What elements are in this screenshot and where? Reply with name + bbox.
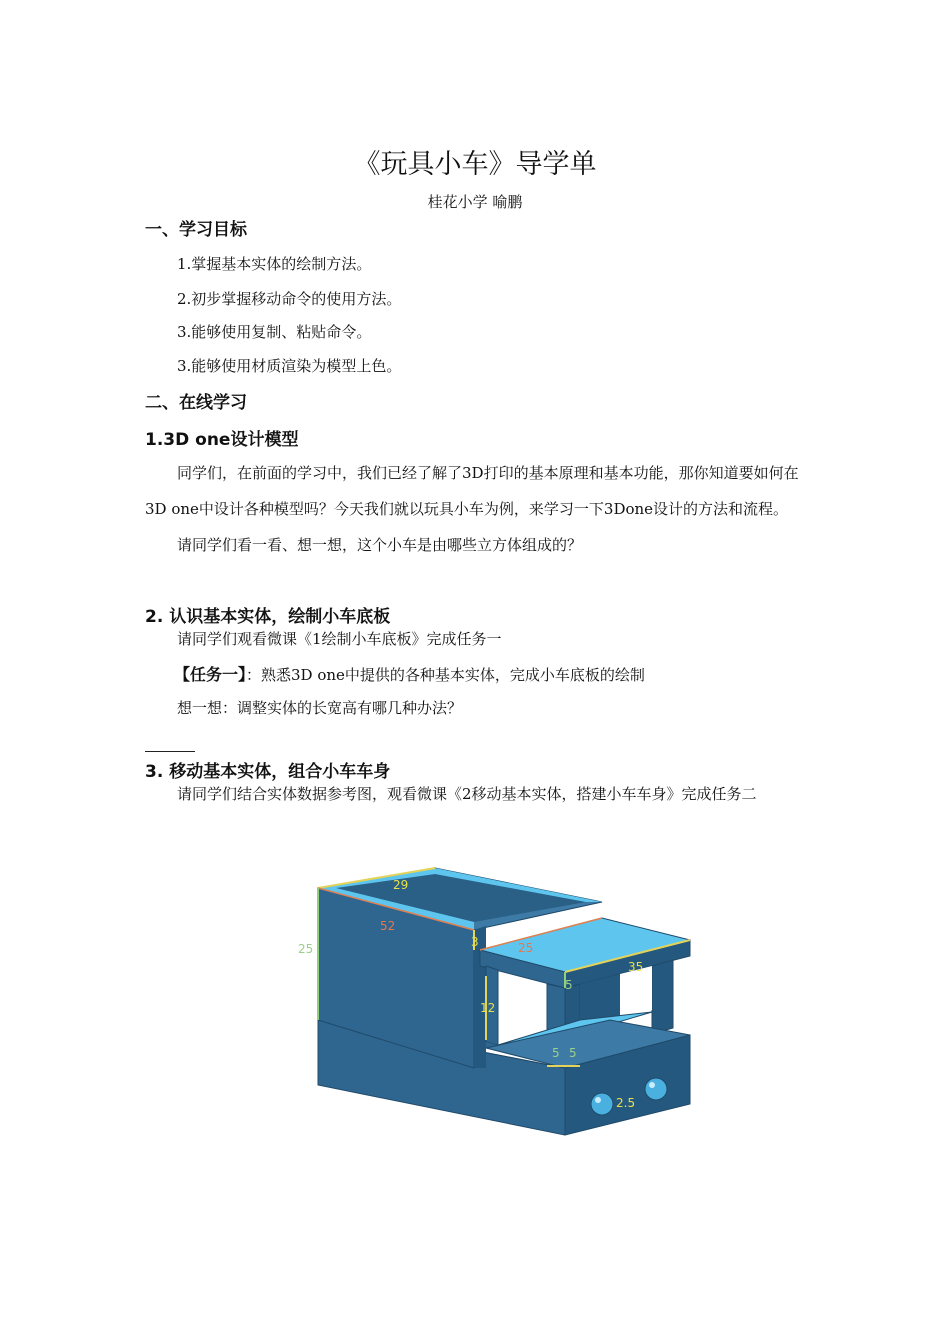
task2-text: 请同学们结合实体数据参考图，观看微课《2移动基本实体，搭建小车车身》完成任务二 xyxy=(177,785,757,803)
dim-label-3: 3 xyxy=(471,935,479,949)
think-question: 想一想：调整实体的长宽高有哪几种办法？ xyxy=(177,699,463,717)
dim-label-2-5: 2.5 xyxy=(616,1096,636,1110)
wheel-right xyxy=(645,1078,667,1100)
dim-label-12: 12 xyxy=(480,1001,496,1015)
document-title: 《玩具小车》导学单 xyxy=(353,149,597,180)
question-text: 请同学们看一看、想一想，这个小车是由哪些立方体组成的？ xyxy=(177,536,583,554)
objective-item: 3.能够使用材质渲染为模型上色。 xyxy=(177,357,402,375)
intro-text: 同学们，在前面的学习中，我们已经了解了3D打印的基本原理和基本功能，那你知道要如何在3D one中设计各种模型吗？今天我们就以玩具小车为例，来学习一下3Done设计的方法和流程。 xyxy=(145,464,799,518)
wheel-left-shine xyxy=(595,1097,601,1103)
objective-item: 1.掌握基本实体的绘制方法。 xyxy=(177,255,372,273)
subsection-heading-3d-one: 1.3D one设计模型 xyxy=(145,430,299,450)
objective-item: 3.能够使用复制、粘贴命令。 xyxy=(177,323,372,341)
wheel-left xyxy=(591,1093,613,1115)
section-heading-online: 二、在线学习 xyxy=(145,393,247,413)
section-heading-objectives: 一、学习目标 xyxy=(145,220,247,240)
pillar-back-right xyxy=(652,960,673,1034)
task1-instruction: 请同学们观看微课《1绘制小车底板》完成任务一 xyxy=(177,630,502,648)
task1-label: 【任务一】 xyxy=(174,665,247,684)
answer-blank xyxy=(145,739,195,752)
wheel-right-shine xyxy=(649,1082,655,1088)
intro-paragraph xyxy=(145,455,807,563)
dim-label-25-left: 25 xyxy=(298,942,314,956)
subsection-heading-body: 3. 移动基本实体，组合小车车身 xyxy=(145,762,391,782)
dim-label-35: 35 xyxy=(628,960,644,974)
dim-label-5-a: 5 xyxy=(552,1046,560,1060)
dim-label-25-top: 25 xyxy=(518,941,534,955)
dim-label-29: 29 xyxy=(393,878,409,892)
task2-paragraph xyxy=(145,776,807,812)
dim-label-52: 52 xyxy=(380,919,396,933)
dim-label-5-b: 5 xyxy=(569,1046,577,1060)
toy-car-model-figure xyxy=(290,860,710,1150)
subsection-heading-base: 2. 认识基本实体，绘制小车底板 xyxy=(145,607,391,627)
task1-line xyxy=(174,662,645,685)
objective-item: 2.初步掌握移动命令的使用方法。 xyxy=(177,290,402,308)
task1-text: ：熟悉3D one中提供的各种基本实体，完成小车底板的绘制 xyxy=(246,666,645,684)
author-line: 桂花小学 喻鹏 xyxy=(427,193,523,211)
dim-label-5-right: 5 xyxy=(565,978,573,992)
